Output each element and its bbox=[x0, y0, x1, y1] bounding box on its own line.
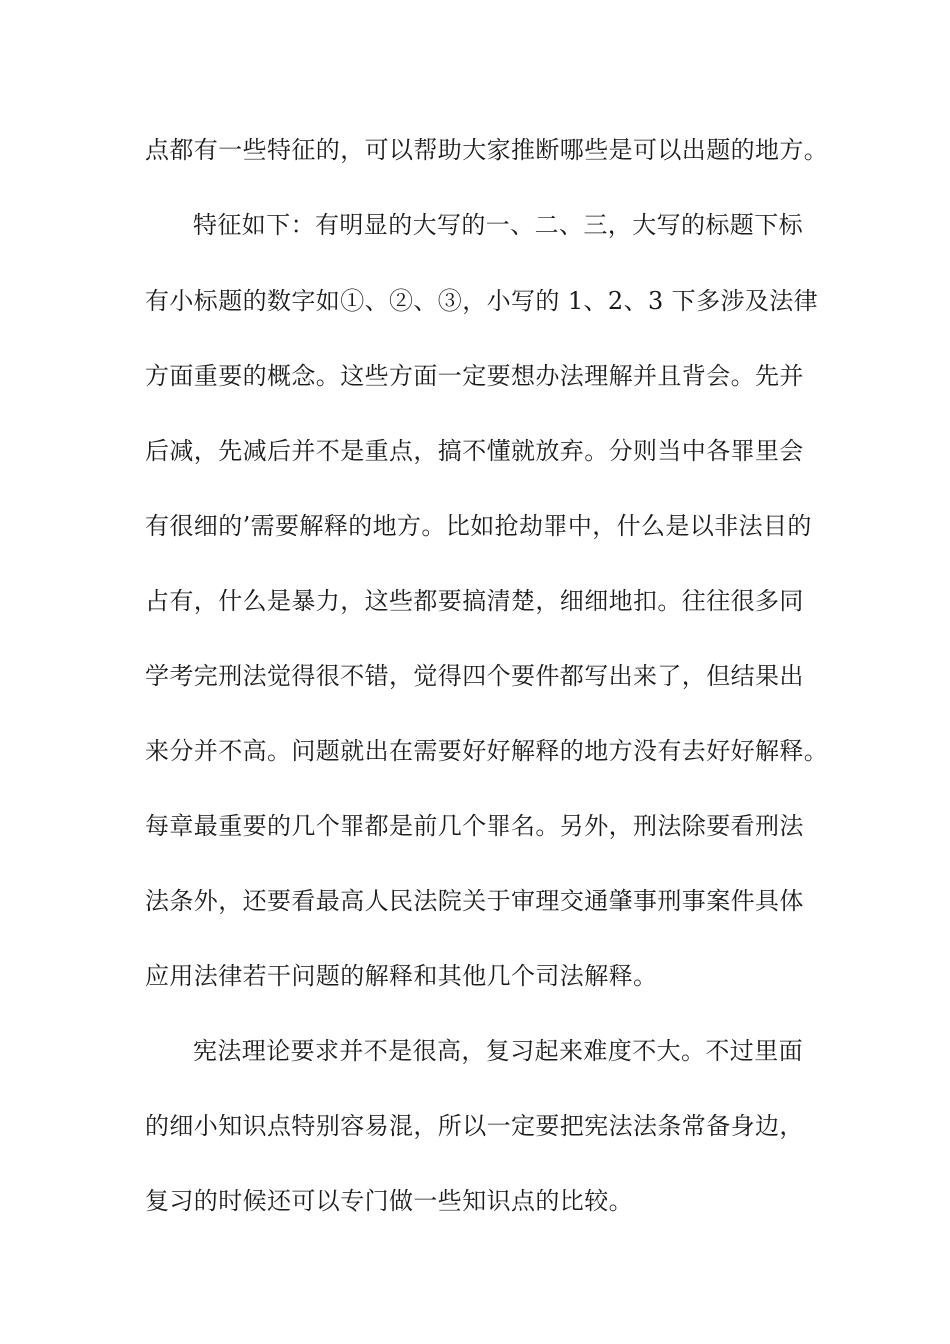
text-line: 应用法律若干问题的解释和其他几个司法解释。 bbox=[145, 962, 658, 990]
text-line: 点都有一些特征的，可以帮助大家推断哪些是可以出题的地方。 bbox=[145, 136, 829, 164]
paragraph-start-line: 特征如下：有明显的大写的一、二、三，大写的标题下标 bbox=[193, 211, 803, 239]
text-line: 有很细的’需要解释的地方。比如抢劫罪中，什么是以非法目的 bbox=[145, 512, 812, 540]
text-line: 后减，先减后并不是重点，搞不懂就放弃。分则当中各罪里会 bbox=[145, 437, 804, 465]
text-line: 有小标题的数字如①、②、③，小写的 1、2、3 下多涉及法律 bbox=[145, 287, 819, 315]
text-line: 复习的时候还可以专门做一些知识点的比较。 bbox=[145, 1187, 633, 1215]
text-line: 占有，什么是暴力，这些都要搞清楚，细细地扣。往往很多同 bbox=[145, 587, 804, 615]
paragraph-start-line: 宪法理论要求并不是很高，复习起来难度不大。不过里面 bbox=[193, 1037, 803, 1065]
text-line: 法条外，还要看最高人民法院关于审理交通肇事刑事案件具体 bbox=[145, 887, 804, 915]
text-line: 方面重要的概念。这些方面一定要想办法理解并且背会。先并 bbox=[145, 362, 804, 390]
text-line: 学考完刑法觉得很不错，觉得四个要件都写出来了，但结果出 bbox=[145, 662, 804, 690]
text-line: 来分并不高。问题就出在需要好好解释的地方没有去好好解释。 bbox=[145, 737, 829, 765]
text-line: 的细小知识点特别容易混，所以一定要把宪法法条常备身边， bbox=[145, 1112, 804, 1140]
text-line: 每章最重要的几个罪都是前几个罪名。另外，刑法除要看刑法 bbox=[145, 812, 804, 840]
